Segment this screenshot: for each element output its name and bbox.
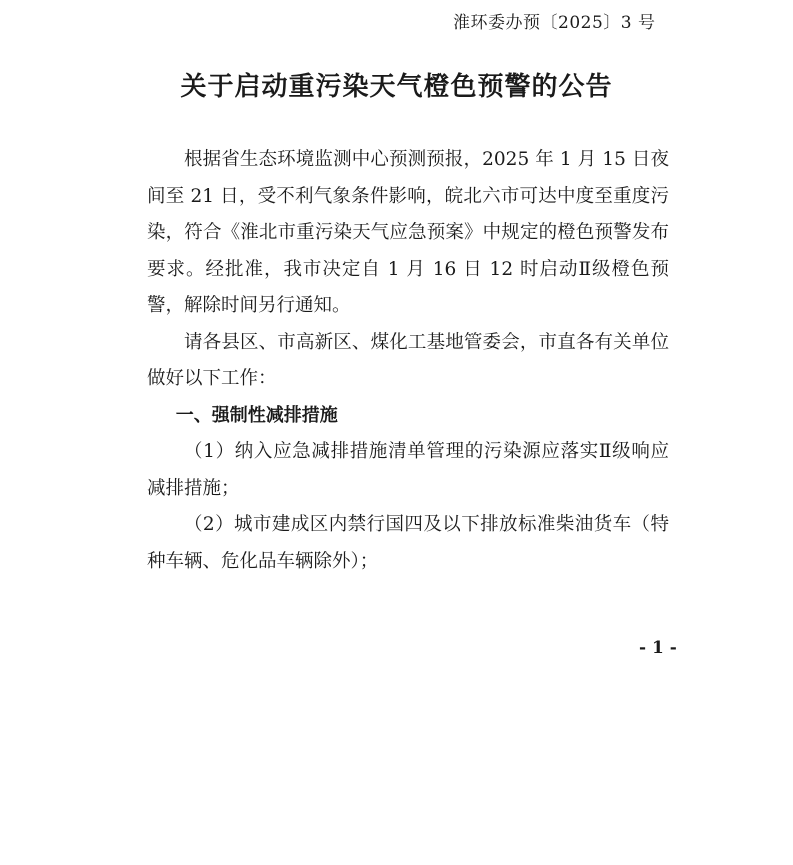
list-item: （1）纳入应急减排措施清单管理的污染源应落实Ⅱ级响应减排措施； [147, 441, 669, 499]
paragraph: 请各县区、市高新区、煤化工基地管委会，市直各有关单位做好以下工作： [147, 331, 669, 389]
paragraph: 根据省生态环境监测中心预测预报，2025 年 1 月 15 日夜间至 21 日，受不利气象条件影响，皖北六市可达中度至重度污染，符合《淮北市重污染天气应急预案》中规定的橙色预警发布要求。经批准，我市决定自 1 月 16 日 12 时启动Ⅱ级橙色预警，解除时间另行通知。 [147, 149, 669, 316]
document-title: 关于启动重污染天气橙色预警的公告 [180, 72, 613, 102]
document-number: 淮环委办预〔2025〕3 号 [453, 13, 656, 33]
page-number: - 1 - [639, 638, 677, 658]
list-item: （2）城市建成区内禁行国四及以下排放标准柴油货车（特种车辆、危化品车辆除外）； [147, 514, 669, 572]
document-body [147, 142, 669, 580]
section-heading: 一、强制性减排措施 [175, 404, 338, 426]
